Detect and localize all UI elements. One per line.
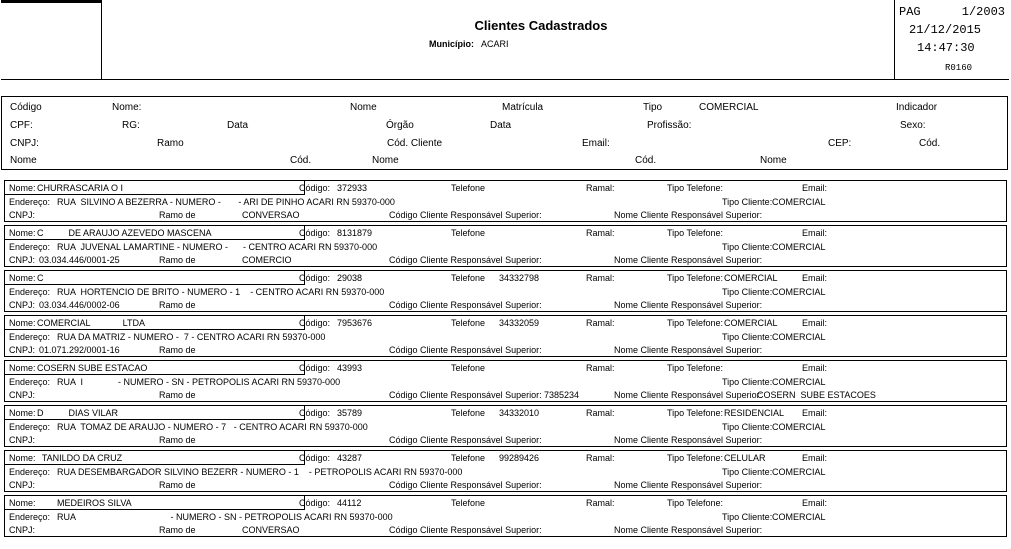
- client-record: [4, 315, 1007, 357]
- ramal-label: Ramal:: [586, 363, 615, 373]
- tipo-telefone-value: RESIDENCIAL: [724, 408, 785, 418]
- cnpj-label: CNPJ:: [9, 255, 36, 265]
- tipo-cliente-label: Tipo Cliente:: [722, 287, 773, 297]
- label-orgao: Órgão: [386, 120, 414, 131]
- codigo-value: 29038: [337, 273, 363, 283]
- municipio-value: ACARI: [481, 39, 509, 49]
- client-name: COMERCIAL LTDA: [37, 318, 146, 328]
- endereco-label: Endereço:: [9, 467, 51, 477]
- cnpj-label: CNPJ:: [9, 435, 36, 445]
- codigo-label: Código:: [299, 228, 331, 238]
- ramo-de-label: Ramo de: [159, 390, 196, 400]
- cnpj-value: 01.071.292/0001-16: [39, 345, 120, 355]
- client-name-box: [5, 271, 305, 285]
- nome-resp-label: Nome Cliente Responsável Superior:: [614, 210, 763, 220]
- ramo-de-value: CONVERSAO: [242, 525, 300, 535]
- client-name: C: [37, 273, 44, 283]
- client-name-box: [5, 451, 305, 465]
- tipo-cliente-value: COMERCIAL: [772, 512, 826, 522]
- page-number: 1/2003: [961, 5, 1005, 19]
- tipo-telefone-value: COMERCIAL: [724, 318, 778, 328]
- telefone-value: 34332059: [499, 318, 540, 328]
- tipo-cliente-value: COMERCIAL: [772, 467, 826, 477]
- endereco-label: Endereço:: [9, 377, 51, 387]
- ramo-de-label: Ramo de: [159, 525, 196, 535]
- client-record: [4, 450, 1007, 492]
- ramal-label: Ramal:: [586, 408, 615, 418]
- codigo-label: Código:: [299, 273, 331, 283]
- codigo-value: 35789: [337, 408, 363, 418]
- page-info-box: [894, 0, 1009, 80]
- tipo-telefone-label: Tipo Telefone:: [667, 363, 724, 373]
- client-record: [4, 270, 1007, 312]
- label-cod2: Cód.: [290, 155, 312, 166]
- tipo-telefone-label: Tipo Telefone:: [667, 318, 724, 328]
- cnpj-label: CNPJ:: [9, 300, 36, 310]
- tipo-telefone-label: Tipo Telefone:: [667, 228, 724, 238]
- tipo-telefone-label: Tipo Telefone:: [667, 408, 724, 418]
- codigo-label: Código:: [299, 318, 331, 328]
- email-label: Email:: [802, 363, 828, 373]
- client-name: D DIAS VILAR: [37, 408, 119, 418]
- cnpj-label: CNPJ:: [9, 345, 36, 355]
- endereco-value: RUA HORTENCIO DE BRITO - NUMERO - 1 - CENTRO ACARI RN 59370-000: [57, 287, 385, 297]
- codigo-value: 43287: [337, 453, 363, 463]
- page-title: Clientes Cadastrados: [474, 18, 608, 33]
- email-label: Email:: [802, 453, 828, 463]
- email-label: Email:: [802, 183, 828, 193]
- client-name: MEDEIROS SILVA: [37, 498, 132, 508]
- email-label: Email:: [802, 228, 828, 238]
- tipo-cliente-label: Tipo Cliente:: [722, 332, 773, 342]
- client-record: [4, 225, 1007, 267]
- tipo-cliente-label: Tipo Cliente:: [722, 377, 773, 387]
- cod-resp-label: Código Cliente Responsável Superior:: [389, 435, 542, 445]
- ramal-label: Ramal:: [586, 273, 615, 283]
- ramo-de-label: Ramo de: [159, 480, 196, 490]
- report-time: 14:47:30: [917, 41, 975, 55]
- codigo-value: 372933: [337, 183, 368, 193]
- ramal-label: Ramal:: [586, 498, 615, 508]
- cod-resp-label: Código Cliente Responsável Superior:: [389, 300, 542, 310]
- tipo-cliente-value: COMERCIAL: [772, 287, 826, 297]
- codigo-value: 44112: [337, 498, 362, 508]
- client-record: [4, 360, 1007, 402]
- client-name-box: [5, 496, 305, 510]
- client-record: [4, 495, 1007, 537]
- telefone-label: Telefone: [451, 273, 486, 283]
- label-cod1: Cód.: [919, 138, 941, 149]
- endereco-value: RUA I - NUMERO - SN - PETROPOLIS ACARI RN 59370-000: [57, 377, 341, 387]
- nome-label: Nome:: [9, 363, 36, 373]
- email-label: Email:: [802, 318, 828, 328]
- cod-resp-label: Código Cliente Responsável Superior:: [389, 390, 542, 400]
- telefone-label: Telefone: [451, 228, 486, 238]
- endereco-value: RUA SILVINO A BEZERRA - NUMERO - - ARI DE PINHO ACARI RN 59370-000: [57, 197, 395, 207]
- cod-resp-label: Código Cliente Responsável Superior:: [389, 255, 542, 265]
- codigo-value: 43993: [337, 363, 363, 373]
- client-name: COSERN SUBE ESTACAO: [37, 363, 148, 373]
- label-nome3: Nome: [10, 155, 37, 166]
- nome-resp-label: Nome Cliente Responsável Superior:: [614, 345, 763, 355]
- nome-label: Nome:: [9, 183, 36, 193]
- label-cod-cliente: Cód. Cliente: [387, 138, 443, 149]
- cnpj-label: CNPJ:: [9, 525, 36, 535]
- codigo-label: Código:: [299, 408, 331, 418]
- endereco-label: Endereço:: [9, 512, 51, 522]
- endereco-label: Endereço:: [9, 287, 51, 297]
- endereco-value: RUA JUVENAL LAMARTINE - NUMERO - - CENTRO ACARI RN 59370-000: [57, 242, 378, 252]
- email-label: Email:: [802, 273, 828, 283]
- codigo-label: Código:: [299, 183, 331, 193]
- telefone-value: 34332010: [499, 408, 540, 418]
- label-email: Email:: [582, 138, 610, 149]
- telefone-value: 34332798: [499, 273, 540, 283]
- ramo-de-label: Ramo de: [159, 345, 196, 355]
- cnpj-label: CNPJ:: [9, 210, 36, 220]
- nome-resp-label: Nome Cliente Responsável Superior:: [614, 525, 763, 535]
- label-indicador: Indicador: [896, 102, 938, 113]
- endereco-value: RUA DESEMBARGADOR SILVINO BEZERR - NUMERO - 1 - PETROPOLIS ACARI RN 59370-000: [57, 467, 463, 477]
- telefone-label: Telefone: [451, 318, 486, 328]
- label-nome2: Nome: [350, 102, 377, 113]
- label-cod3: Cód.: [635, 155, 657, 166]
- tipo-cliente-value: COMERCIAL: [772, 197, 826, 207]
- cod-resp-value: 7385234: [544, 390, 580, 400]
- client-name-box: [5, 226, 305, 240]
- cnpj-label: CNPJ:: [9, 480, 36, 490]
- ramo-de-label: Ramo de: [159, 435, 196, 445]
- codigo-label: Código:: [299, 453, 331, 463]
- municipio-label: Município:: [429, 39, 474, 49]
- endereco-value: RUA - NUMERO - SN - PETROPOLIS ACARI RN 59370-000: [57, 512, 393, 522]
- cod-resp-label: Código Cliente Responsável Superior:: [389, 210, 542, 220]
- tipo-cliente-label: Tipo Cliente:: [722, 197, 773, 207]
- nome-label: Nome:: [9, 228, 36, 238]
- telefone-label: Telefone: [451, 498, 486, 508]
- nome-resp-label: Nome Cliente Responsável Superior:: [614, 300, 763, 310]
- ramo-de-value: COMERCIO: [242, 255, 292, 265]
- label-profissao: Profissão:: [647, 120, 692, 131]
- codigo-value: 8131879: [337, 228, 373, 238]
- endereco-label: Endereço:: [9, 422, 51, 432]
- telefone-value: 99289426: [499, 453, 540, 463]
- codigo-label: Código:: [299, 363, 331, 373]
- report-date: 21/12/2015: [909, 23, 982, 37]
- label-data1: Data: [227, 120, 249, 131]
- ramal-label: Ramal:: [586, 183, 615, 193]
- telefone-label: Telefone: [451, 363, 486, 373]
- ramo-de-label: Ramo de: [159, 255, 196, 265]
- endereco-label: Endereço:: [9, 197, 51, 207]
- cod-resp-label: Código Cliente Responsável Superior:: [389, 480, 542, 490]
- cnpj-label: CNPJ:: [9, 390, 36, 400]
- pag-label: PAG: [899, 5, 921, 19]
- nome-resp-label: Nome Cliente Responsável Superior:: [614, 390, 763, 400]
- cod-resp-label: Código Cliente Responsável Superior:: [389, 345, 542, 355]
- tipo-cliente-value: COMERCIAL: [772, 242, 826, 252]
- label-cep: CEP:: [828, 138, 852, 149]
- client-record: [4, 405, 1007, 447]
- client-name-box: [5, 406, 305, 420]
- cod-resp-label: Código Cliente Responsável Superior:: [389, 525, 542, 535]
- label-tipo: Tipo: [643, 102, 663, 113]
- label-cnpj: CNPJ:: [10, 138, 39, 149]
- tipo-cliente-value: COMERCIAL: [772, 422, 826, 432]
- cnpj-value: 03.034.446/0001-25: [39, 255, 120, 265]
- nome-resp-label: Nome Cliente Responsável Superior:: [614, 480, 763, 490]
- tipo-cliente-label: Tipo Cliente:: [722, 467, 773, 477]
- label-ramo: Ramo: [157, 138, 184, 149]
- ramo-de-value: CONVERSAO: [242, 210, 300, 220]
- report-code: R0160: [945, 63, 973, 73]
- ramal-label: Ramal:: [586, 453, 615, 463]
- label-codigo: Código: [10, 102, 42, 113]
- endereco-label: Endereço:: [9, 332, 51, 342]
- telefone-label: Telefone: [451, 453, 486, 463]
- report-header: [1, 0, 1009, 80]
- client-name: CHURRASCARIA O I: [37, 183, 124, 193]
- label-data2: Data: [490, 120, 512, 131]
- label-nome5: Nome: [760, 155, 787, 166]
- tipo-cliente-label: Tipo Cliente:: [722, 422, 773, 432]
- client-name-box: [5, 181, 305, 195]
- records-list: [0, 180, 1011, 540]
- label-matricula: Matrícula: [502, 102, 544, 113]
- nome-label: Nome:: [9, 498, 36, 508]
- client-record: [4, 180, 1007, 222]
- client-name: C DE ARAUJO AZEVEDO MASCENA: [37, 228, 212, 238]
- tipo-cliente-value: COMERCIAL: [772, 332, 826, 342]
- telefone-label: Telefone: [451, 183, 486, 193]
- tipo-telefone-label: Tipo Telefone:: [667, 183, 724, 193]
- endereco-label: Endereço:: [9, 242, 51, 252]
- label-rg: RG:: [122, 120, 140, 131]
- cnpj-value: 03.034.446/0002-06: [39, 300, 120, 310]
- nome-label: Nome:: [9, 273, 36, 283]
- label-nome4: Nome: [372, 155, 399, 166]
- telefone-label: Telefone: [451, 408, 486, 418]
- label-cpf: CPF:: [10, 120, 33, 131]
- email-label: Email:: [802, 408, 828, 418]
- logo-box: [1, 0, 102, 80]
- field-labels-box: [1, 96, 1008, 170]
- endereco-value: RUA TOMAZ DE ARAUJO - NUMERO - 7 - CENTRO ACARI RN 59370-000: [57, 422, 368, 432]
- client-name-box: [5, 361, 305, 375]
- nome-resp-label: Nome Cliente Responsável Superior:: [614, 435, 763, 445]
- label-nome1: Nome:: [112, 102, 142, 113]
- label-sexo: Sexo:: [900, 120, 926, 131]
- tipo-cliente-value: COMERCIAL: [772, 377, 826, 387]
- endereco-value: RUA DA MATRIZ - NUMERO - 7 - CENTRO ACARI RN 59370-000: [57, 332, 326, 342]
- ramo-de-label: Ramo de: [159, 300, 196, 310]
- tipo-telefone-label: Tipo Telefone:: [667, 273, 724, 283]
- value-tipo: COMERCIAL: [699, 102, 759, 113]
- ramo-de-label: Ramo de: [159, 210, 196, 220]
- ramal-label: Ramal:: [586, 318, 615, 328]
- nome-resp-label: Nome Cliente Responsável Superior:: [614, 255, 763, 265]
- tipo-telefone-value: COMERCIAL: [724, 273, 778, 283]
- tipo-telefone-label: Tipo Telefone:: [667, 498, 724, 508]
- tipo-telefone-value: CELULAR: [724, 453, 766, 463]
- codigo-value: 7953676: [337, 318, 373, 328]
- tipo-cliente-label: Tipo Cliente:: [722, 512, 773, 522]
- nome-label: Nome:: [9, 318, 36, 328]
- nome-label: Nome:: [9, 408, 36, 418]
- nome-label: Nome:: [9, 453, 36, 463]
- ramal-label: Ramal:: [586, 228, 615, 238]
- tipo-cliente-label: Tipo Cliente:: [722, 242, 773, 252]
- tipo-telefone-label: Tipo Telefone:: [667, 453, 724, 463]
- client-name: TANILDO DA CRUZ: [37, 453, 123, 463]
- codigo-label: Código:: [299, 498, 331, 508]
- nome-resp-value: COSERN SUBE ESTACOES: [757, 390, 876, 400]
- client-name-box: [5, 316, 305, 330]
- email-label: Email:: [802, 498, 828, 508]
